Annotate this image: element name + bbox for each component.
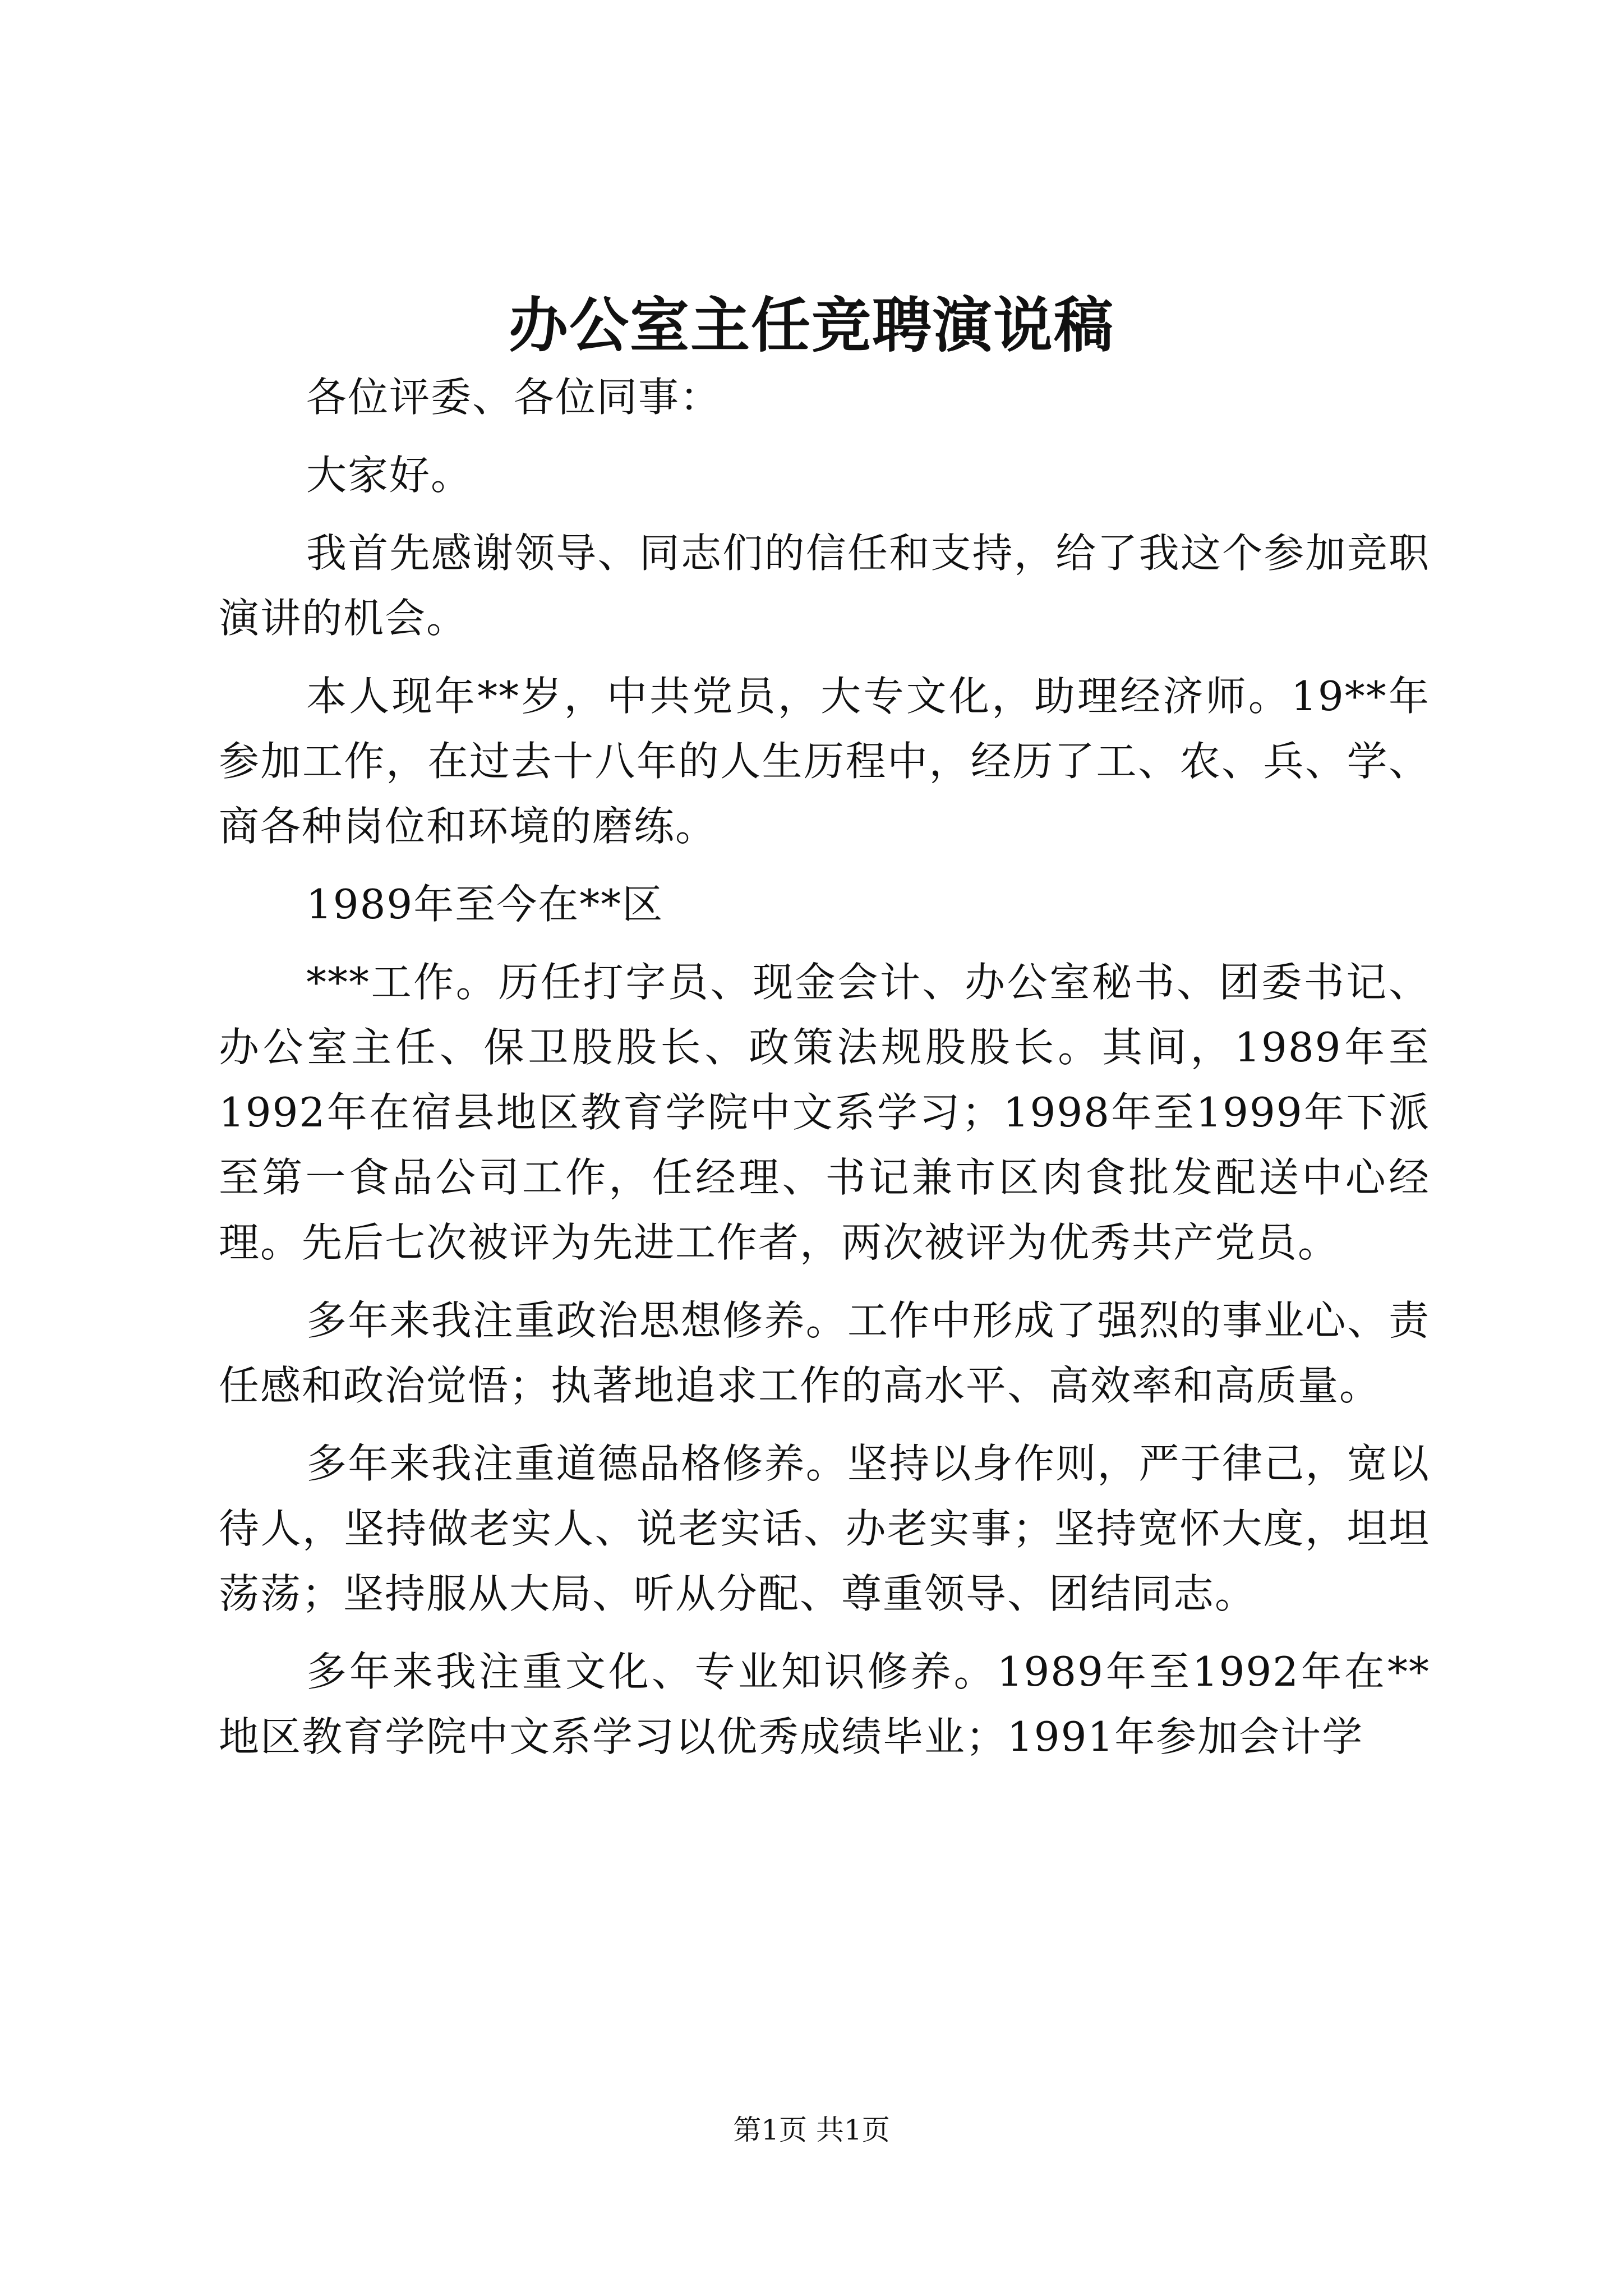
paragraph-moral-cultivation: 多年来我注重道德品格修养。坚持以身作则，严于律己，宽以待人，坚持做老实人、说老实话、办老实事；坚持宽怀大度，坦坦荡荡；坚持服从大局、听从分配、尊重领导、团结同志。 bbox=[219, 1440, 1430, 1617]
page-footer: 第1页 共1页 bbox=[733, 2114, 890, 2146]
paragraph-personal-info: 本人现年**岁，中共党员，大专文化，助理经济师。19**年参加工作，在过去十八年的人生历程中，经历了工、农、兵、学、商各种岗位和环境的磨练。 bbox=[219, 673, 1430, 850]
paragraph-salutation: 各位评委、各位同事： bbox=[306, 374, 722, 421]
paragraph-knowledge-cultivation: 多年来我注重文化、专业知识修养。1989年至1992年在**地区教育学院中文系学习以优秀成绩毕业；1991年参加会计学 bbox=[219, 1648, 1430, 1760]
paragraph-work-history: ***工作。历任打字员、现金会计、办公室秘书、团委书记、办公室主任、保卫股股长、政策法规股股长。其间，1989年至1992年在宿县地区教育学院中文系学习；1998年至1999年下派至第一食品公司工作，任经理、书记兼市区肉食批发配送中心经理。先后七次被评为先进工作者，两次被评为优秀共产党员。 bbox=[219, 959, 1430, 1266]
paragraph-greeting: 大家好。 bbox=[306, 452, 473, 499]
paragraph-political-cultivation: 多年来我注重政治思想修养。工作中形成了强烈的事业心、责任感和政治觉悟；执著地追求工作的高水平、高效率和高质量。 bbox=[219, 1297, 1430, 1409]
document-title: 办公室主任竞聘演说稿 bbox=[509, 290, 1114, 360]
document-body bbox=[219, 365, 1430, 1782]
paragraph-work-start: 1989年至今在**区 bbox=[306, 881, 664, 928]
paragraph-thanks: 我首先感谢领导、同志们的信任和支持，给了我这个参加竞职演讲的机会。 bbox=[219, 530, 1430, 642]
